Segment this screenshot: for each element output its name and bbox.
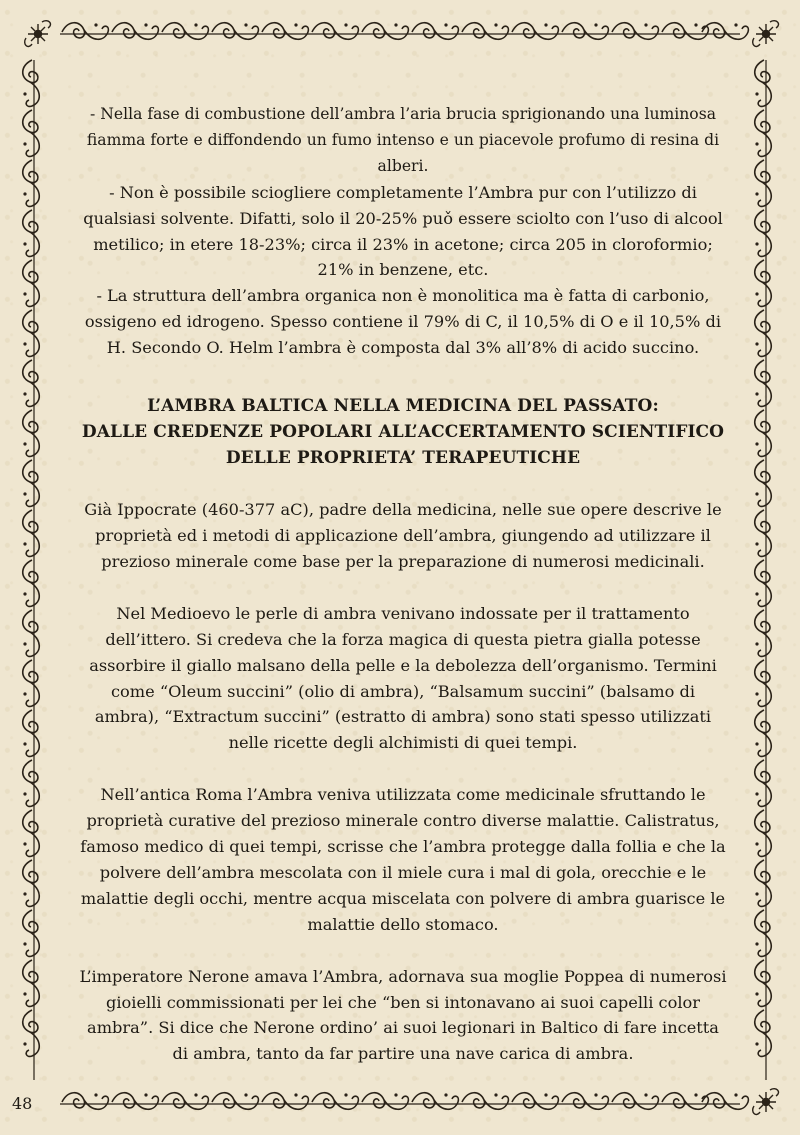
bottom-border-ornament [60, 1093, 748, 1110]
body-paragraph: Già Ippocrate (460-377 aC), padre della medicina, nelle sue opere descrive le proprietà ed i metodi di applicazione dell’ambra, giungendo ad utilizzare il prezioso minerale come base per la preparazione di numerosi medicinali. [84, 500, 722, 571]
property-paragraph: - Nella fase di combustione dell’ambra l’aria brucia sprigionando una luminosa fiamma forte e diffondendo un fumo intenso e un piacevole profumo di resina di alberi. [86, 105, 720, 175]
section-heading [78, 393, 728, 471]
left-border-ornament [23, 60, 40, 1080]
top-border-ornament [60, 23, 748, 40]
heading-line: DELLE PROPRIETA’ TERAPEUTICHE [225, 448, 581, 469]
heading-line: DALLE CREDENZE POPOLARI ALL’ACCERTAMENTO SCIENTIFICO [81, 422, 725, 443]
right-border-ornament [755, 60, 772, 1080]
flourish-corner-icon-top-left [25, 21, 51, 47]
flourish-corner-icon-bottom-right [753, 1089, 779, 1115]
property-paragraph: - La struttura dell’ambra organica non è monolitica ma è fatta di carbonio, ossigeno ed idrogeno. Spesso contiene il 79% di C, il 10,5% di O e il 10,5% di H. Secondo O. Helm l’ambra è composta dal 3% all’8% di acido succino. [84, 286, 722, 358]
heading-line: L’AMBRA BALTICA NELLA MEDICINA DEL PASSATO: [147, 396, 659, 417]
body-paragraph: Nell’antica Roma l’Ambra veniva utilizzata come medicinale sfruttando le proprietà curative del prezioso minerale contro diverse malattie. Calistratus, famoso medico di quei tempi, scrisse che l’ambra protegge dalla follia e che la polvere dell’ambra mescolata con il miele cura i mal di gola, orecchie e le malattie degli occhi, mentre acqua miscelata con polvere di ambra guarisce le malattie dello stomaco. [80, 785, 726, 934]
page-number: 48 [12, 1094, 33, 1113]
flourish-corner-icon-top-right [753, 21, 779, 47]
body-paragraph: Nel Medioevo le perle di ambra venivano indossate per il trattamento dell’ittero. Si credeva che la forza magica di questa pietra gialla potesse assorbire il giallo malsano della pelle e la debolezza dell’organismo. Termini come “Oleum succini” (olio di ambra), “Balsamum succini” (balsamo di ambra), “Extractum succini” (estratto di ambra) sono stati spesso utilizzati nelle ricette degli alchimisti di quei tempi. [89, 603, 717, 753]
page-content [78, 102, 728, 1067]
property-paragraph: - Non è possibile sciogliere completamente l’Ambra pur con l’utilizzo di qualsiasi solvente. Difatti, solo il 20-25% puǒ essere sciolto con l’uso di alcool metilico; in etere 18-23%; circa il 23% in acetone; circa 205 in cloroformio; 21% in benzene, etc. [83, 182, 723, 280]
body-paragraph: L’imperatore Nerone amava l’Ambra, adornava sua moglie Poppea di numerosi gioielli commissionati per lei che “ben si intonavano ai suoi capelli color ambra”. Si dice che Nerone ordino’ ai suoi legionari in Baltico di fare incetta di ambra, tanto da far partire una nave carica di ambra. [79, 966, 727, 1064]
